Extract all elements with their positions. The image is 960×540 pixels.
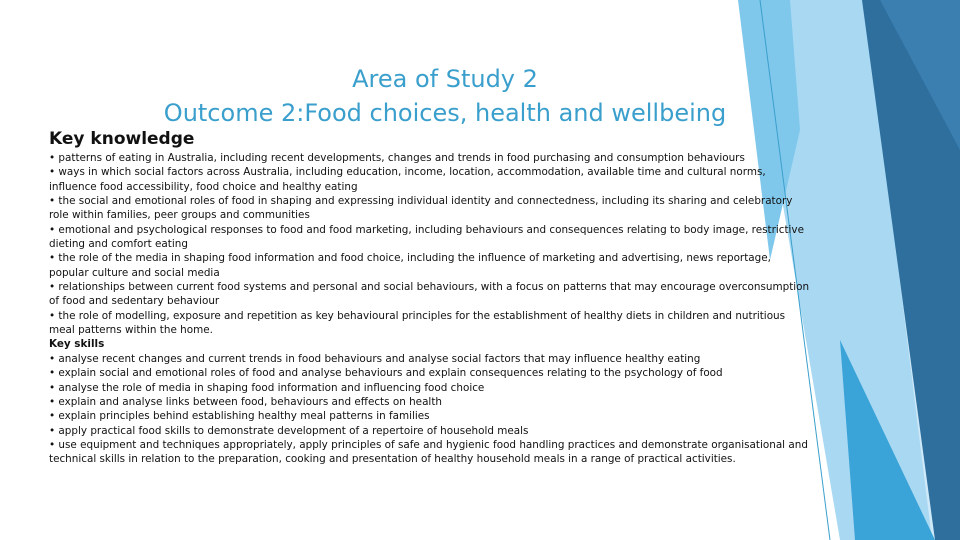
skill-line: • analyse recent changes and current trends in food behaviours and analyse social factors that may influence healthy eating bbox=[49, 352, 701, 365]
skill-line: • use equipment and techniques appropriately, apply principles of safe and hygienic food handling practices and demonstrate organisational and technical skills in relation to the preparation, cooking and presentation of healthy household meals in a range of practical activities. bbox=[49, 438, 808, 466]
knowledge-line: role within families, peer groups and communities bbox=[49, 209, 310, 222]
knowledge-line: • ways in which social factors across Australia, including education, income, location, accommodation, available time and cultural norms, bbox=[49, 166, 766, 179]
knowledge-line: • emotional and psychological responses to food and food marketing, including behaviours and consequences relating to body image, restrictive bbox=[49, 223, 804, 236]
skill-line: • analyse the role of media in shaping food information and influencing food choice bbox=[49, 381, 485, 394]
slide-title-line-1: Area of Study 2 bbox=[352, 65, 538, 93]
skill-line: • explain principles behind establishing healthy meal patterns in families bbox=[49, 410, 430, 423]
slide-title-line-2: Outcome 2:Food choices, health and wellbeing bbox=[163, 99, 727, 127]
knowledge-line: • patterns of eating in Australia, including recent developments, changes and trends in food purchasing and consumption behaviours bbox=[49, 152, 745, 164]
skill-line: • explain social and emotional roles of food and analyse behaviours and explain consequences relating to the psychology of food bbox=[49, 367, 723, 380]
knowledge-line: meal patterns within the home. bbox=[49, 324, 213, 337]
key-knowledge-heading: Key knowledge bbox=[49, 129, 195, 149]
knowledge-line: dieting and comfort eating bbox=[49, 238, 188, 251]
knowledge-line: • the social and emotional roles of food in shaping and expressing individual identity and connectedness, including its sharing and celebratory bbox=[49, 195, 793, 208]
key-skills-heading: Key skills bbox=[49, 338, 105, 351]
knowledge-line: influence food accessibility, food choice and healthy eating bbox=[49, 180, 358, 193]
knowledge-line: • the role of the media in shaping food information and food choice, including the influence of marketing and advertising, news reportage, bbox=[49, 252, 771, 265]
knowledge-line: • relationships between current food systems and personal and social behaviours, with a focus on patterns that may encourage overconsumption bbox=[49, 281, 810, 294]
knowledge-line: • the role of modelling, exposure and repetition as key behavioural principles for the establishment of healthy diets in children and nutritious bbox=[49, 309, 786, 322]
knowledge-line: popular culture and social media bbox=[49, 266, 220, 279]
slide-body bbox=[49, 151, 835, 467]
skill-line: • apply practical food skills to demonstrate development of a repertoire of household meals bbox=[49, 424, 529, 437]
knowledge-line: of food and sedentary behaviour bbox=[49, 295, 220, 308]
skill-line: • explain and analyse links between food, behaviours and effects on health bbox=[49, 395, 442, 408]
